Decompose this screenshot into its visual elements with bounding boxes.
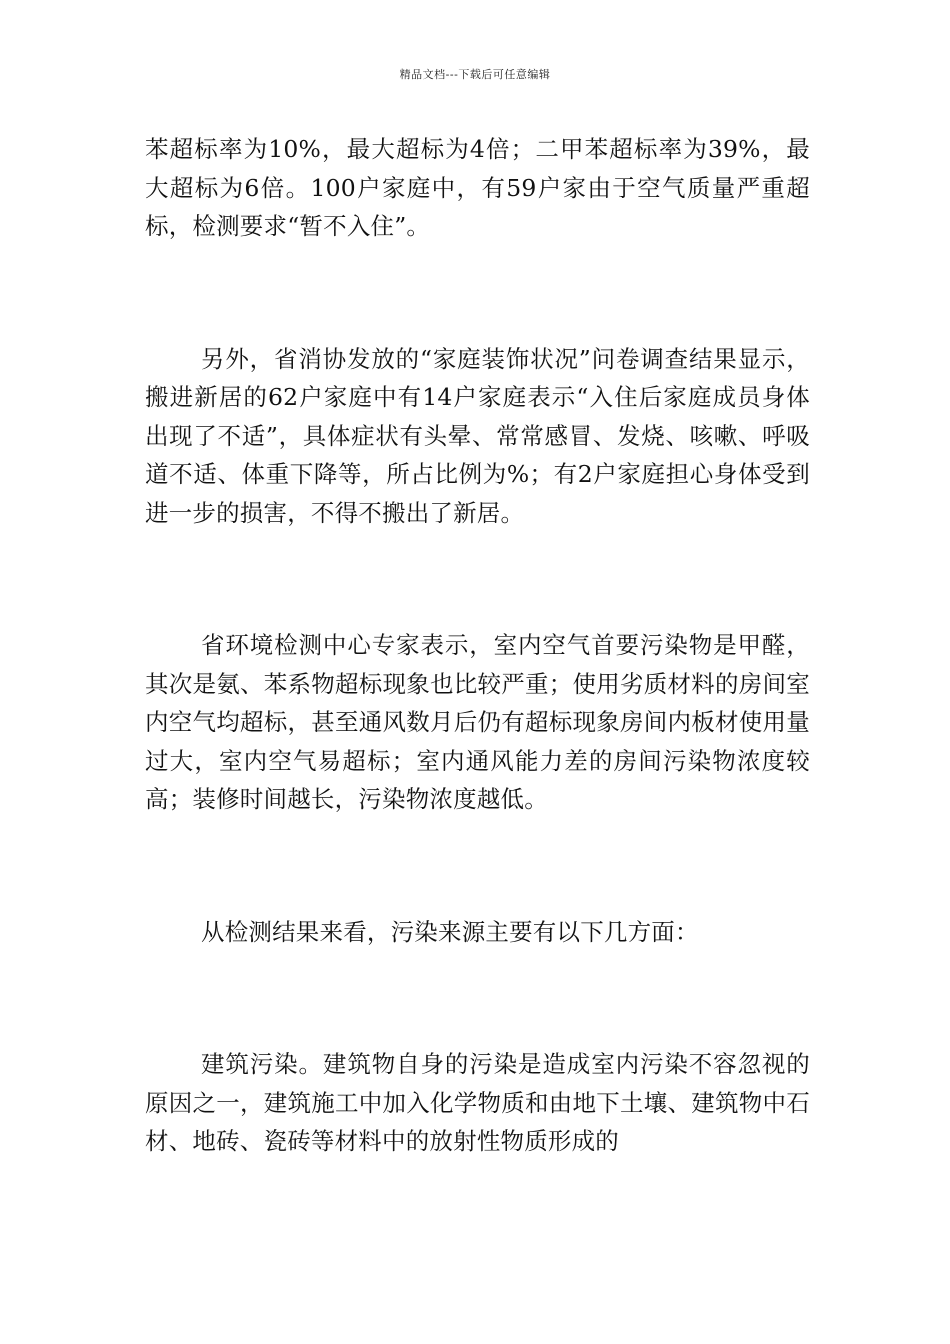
paragraph-continuation: 苯超标率为10%，最大超标为4倍；二甲苯超标率为39%，最大超标为6倍。100户家庭中，有59户家由于空气质量严重超标，检测要求“暂不入住”。 bbox=[145, 135, 810, 240]
page-header: 精品文档---下载后可任意编辑 bbox=[399, 68, 551, 81]
document-body bbox=[145, 130, 810, 1161]
paragraph-gap bbox=[145, 532, 810, 626]
paragraph-gap bbox=[145, 819, 810, 913]
paragraph-survey: 另外，省消协发放的“家庭装饰状况”问卷调查结果显示，搬进新居的62户家庭中有14户家庭表示“入住后家庭成员身体出现了不适”，具体症状有头晕、常常感冒、发烧、咳嗽、呼吸道不适、体重下降等，所占比例为%；有2户家庭担心身体受到进一步的损害，不得不搬出了新居。 bbox=[145, 344, 810, 527]
paragraph-building-pollution: 建筑污染。建筑物自身的污染是造成室内污染不容忽视的原因之一，建筑施工中加入化学物质和由地下土壤、建筑物中石材、地砖、瓷砖等材料中的放射性物质形成的 bbox=[145, 1050, 810, 1155]
paragraph-expert: 省环境检测中心专家表示，室内空气首要污染物是甲醛，其次是氨、苯系物超标现象也比较严重；使用劣质材料的房间室内空气均超标，甚至通风数月后仍有超标现象房间内板材使用量过大，室内空气易超标；室内通风能力差的房间污染物浓度较高；装修时间越长，污染物浓度越低。 bbox=[145, 631, 810, 813]
paragraph-sources-intro: 从检测结果来看，污染来源主要有以下几方面： bbox=[201, 917, 699, 946]
paragraph-gap bbox=[145, 951, 810, 1045]
paragraph-gap bbox=[145, 246, 810, 340]
